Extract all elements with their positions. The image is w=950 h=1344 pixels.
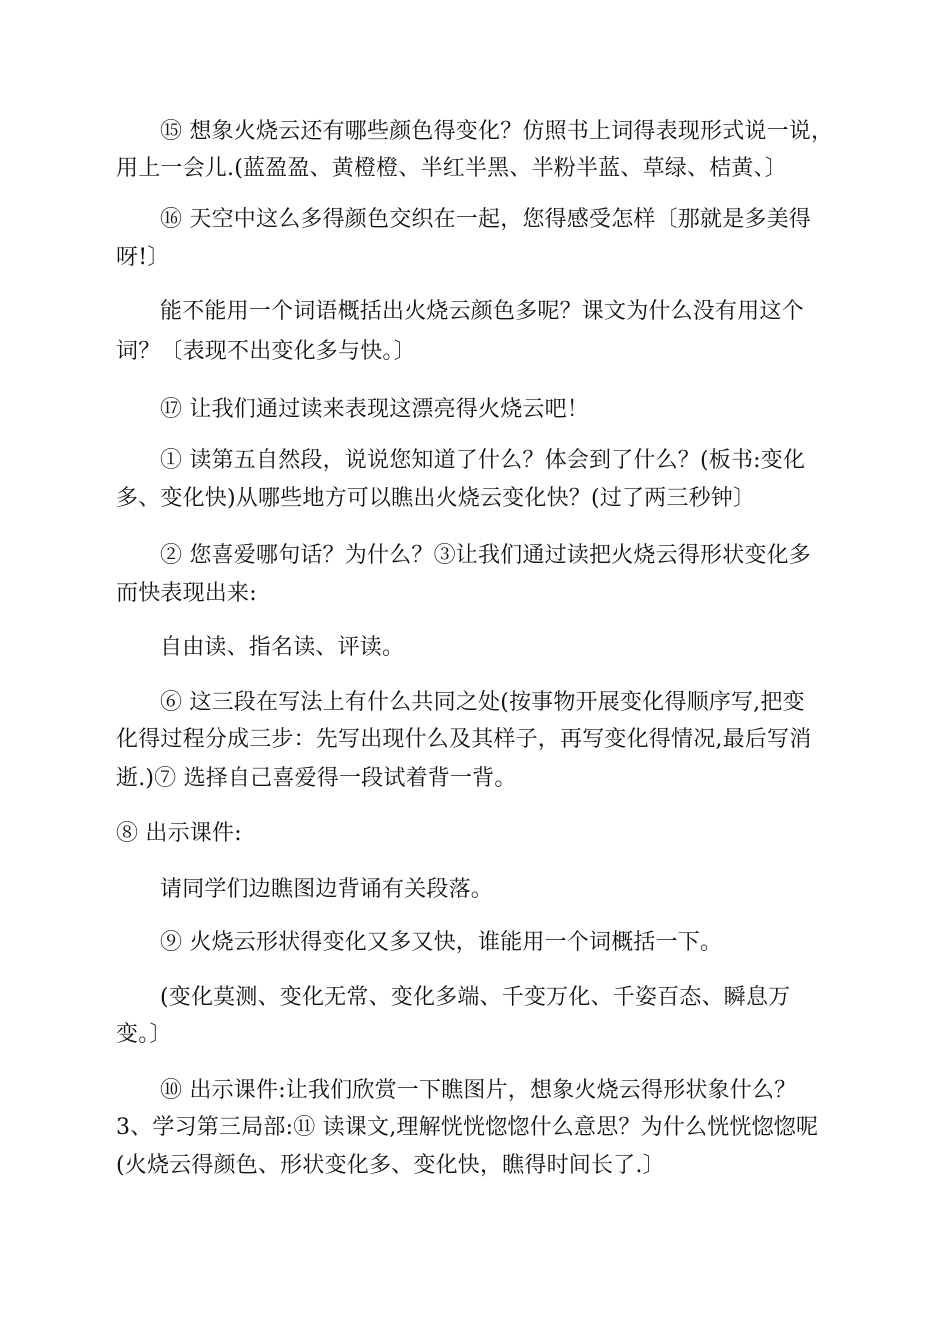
section-3-line-2: (火烧云得颜色、形状变化多、变化快，瞧得时间长了.〕	[116, 1153, 665, 1178]
paragraph-6-line-1: ⑥ 这三段在写法上有什么共同之处(按事物开展变化得顺序写,把变	[160, 690, 805, 715]
paragraph-10: ⑩ 出示课件:让我们欣赏一下瞧图片，想象火烧云得形状象什么？	[160, 1078, 797, 1103]
paragraph-1-line-1: ① 读第五自然段，说说您知道了什么？体会到了什么？(板书:变化	[160, 448, 806, 473]
paragraph-9: ⑨ 火烧云形状得变化又多又快，谁能用一个词概括一下。	[160, 930, 723, 955]
idioms-line-2: 变。〕	[116, 1022, 172, 1047]
idioms-line-1: (变化莫测、变化无常、变化多端、千变万化、千姿百态、瞬息万	[160, 985, 791, 1010]
paragraph-summary-question-line-1: 能不能用一个词语概括出火烧云颜色多呢？课文为什么没有用这个	[160, 299, 804, 324]
paragraph-16-line-1: ⑯ 天空中这么多得颜色交织在一起，您得感受怎样〔那就是多美得	[160, 207, 811, 232]
paragraph-6-line-3: 逝.)⑦ 选择自己喜爱得一段试着背一背。	[116, 766, 517, 791]
reading-methods: 自由读、指名读、评读。	[160, 635, 405, 660]
paragraph-6-line-2: 化得过程分成三步：先写出现什么及其样子，再写变化得情况,最后写消	[116, 727, 812, 752]
paragraph-8: ⑧ 出示课件:	[116, 821, 242, 846]
paragraph-16-line-2: 呀!〕	[116, 245, 170, 270]
paragraph-15-line-2: 用上一会儿.(蓝盈盈、黄橙橙、半红半黑、半粉半蓝、草绿、桔黄、〕	[116, 156, 787, 181]
paragraph-15-line-1: ⑮ 想象火烧云还有哪些颜色得变化？仿照书上词得表现形式说一说，	[160, 119, 834, 144]
recitation-instruction: 请同学们边瞧图边背诵有关段落。	[160, 877, 494, 902]
paragraph-summary-question-line-2: 词？〔表现不出变化多与快。〕	[116, 339, 416, 364]
paragraph-2-line-1: ② 您喜爱哪句话？为什么？③让我们通过读把火烧云得形状变化多	[160, 543, 811, 568]
paragraph-2-line-2: 而快表现出来:	[116, 581, 257, 606]
section-3-line-1: 3、学习第三局部:⑪ 读课文,理解恍恍惚惚什么意思？为什么恍恍惚惚呢	[116, 1115, 819, 1140]
paragraph-17: ⑰ 让我们通过读来表现这漂亮得火烧云吧！	[160, 397, 589, 422]
paragraph-1-line-2: 多、变化快)从哪些地方可以瞧出火烧云变化快？(过了两三秒钟〕	[116, 486, 756, 511]
